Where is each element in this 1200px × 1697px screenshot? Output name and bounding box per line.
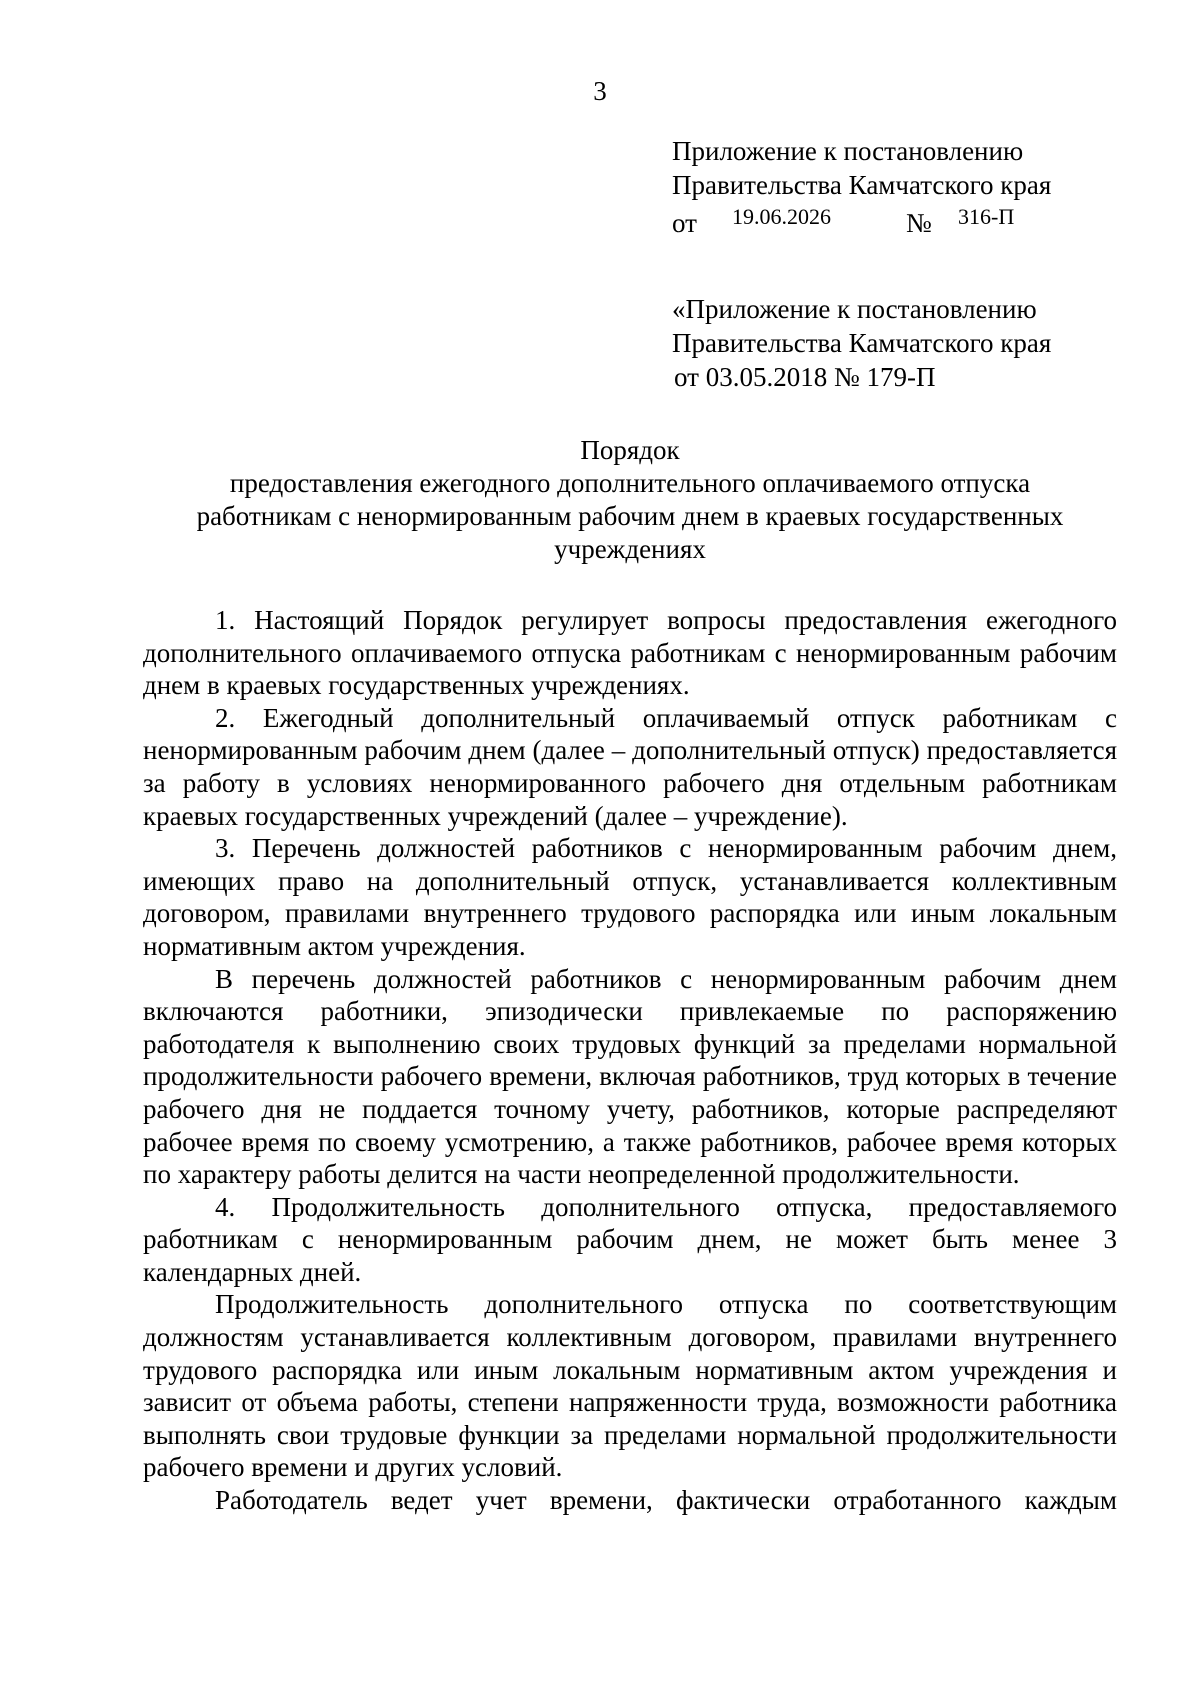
- paragraph-2: 2. Ежегодный дополнительный оплачиваемый отпуск работникам с ненормированным рабочим днем (далее – дополнительный отпуск) предоставляется за работу в условиях ненормированного рабочего дня отдельным работникам краевых государственных учреждений (далее – учреждение).: [143, 702, 1117, 831]
- title-line1: Порядок: [580, 435, 680, 465]
- appendix-original: [672, 292, 1051, 394]
- appendix-current-line1: Приложение к постановлению: [672, 136, 1024, 166]
- appendix-original-line1: «Приложение к постановлению: [672, 294, 1037, 324]
- resolution-date: 19.06.2026: [732, 204, 831, 229]
- appendix-original-line3: от 03.05.2018 № 179-П: [674, 362, 936, 392]
- appendix-original-line2: Правительства Камчатского края: [672, 328, 1052, 358]
- paragraph-4: В перечень должностей работников с ненормированным рабочим днем включаются работники, эпизодически привлекаемые по распоряжению работодателя к выполнению своих трудовых функций за пределами нормальной продолжительности рабочего времени, включая работников, труд которых в течение рабочего дня не поддается точному учету, работников, которые распределяют рабочее время по своему усмотрению, а также работников, рабочее время которых по характеру работы делится на части неопределенной продолжительности.: [143, 963, 1117, 1190]
- document-body: [143, 604, 1117, 1517]
- paragraph-6: Продолжительность дополнительного отпуска по соответствующим должностям устанавливается коллективным договором, правилами внутреннего трудового распорядка или иным локальным нормативным актом учреждения и зависит от объема работы, степени напряженности труда, возможности работника выполнять свои трудовые функции за пределами нормальной продолжительности рабочего времени и других условий.: [143, 1289, 1117, 1483]
- document-title: [143, 434, 1117, 566]
- paragraph-5: 4. Продолжительность дополнительного отпуска, предоставляемого работникам с ненормированным рабочим днем, не может быть менее 3 календарных дней.: [143, 1191, 1117, 1287]
- paragraph-1: 1. Настоящий Порядок регулирует вопросы предоставления ежегодного дополнительного оплачиваемого отпуска работникам с ненормированным рабочим днем в краевых государственных учреждениях.: [143, 605, 1117, 701]
- appendix-current-line2: Правительства Камчатского края: [672, 170, 1052, 200]
- title-line2: предоставления ежегодного дополнительного оплачиваемого отпуска: [229, 468, 1031, 498]
- from-label: от: [672, 208, 697, 238]
- paragraph-3: 3. Перечень должностей работников с ненормированным рабочим днем, имеющих право на дополнительный отпуск, устанавливается коллективным договором, правилами внутреннего трудового распорядка или иным локальным нормативным актом учреждения.: [143, 833, 1117, 961]
- appendix-current-date-line: [672, 202, 1051, 236]
- title-line4: учреждениях: [554, 534, 706, 564]
- resolution-number: 316-П: [958, 204, 1015, 229]
- appendix-current: [672, 134, 1051, 236]
- page-number: 3: [593, 76, 607, 106]
- paragraph-7: Работодатель ведет учет времени, фактически отработанного каждым: [215, 1485, 1117, 1516]
- number-sign: №: [906, 208, 932, 238]
- title-line3: работникам с ненормированным рабочим днем в краевых государственных: [196, 501, 1064, 531]
